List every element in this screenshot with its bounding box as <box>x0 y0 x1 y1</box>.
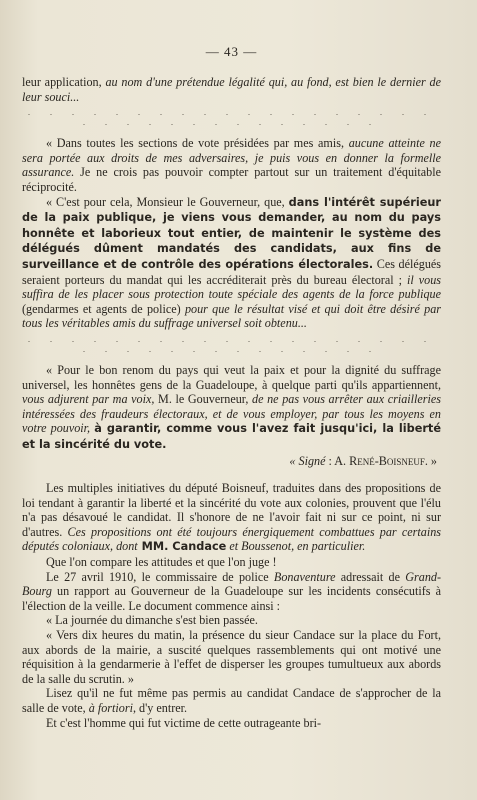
paragraph-10 <box>22 686 441 715</box>
italic-run: il vous suffira de les placer sous protection toute spéciale des agents de la force publique <box>22 272 441 302</box>
italic-run: et Boussenot, en particulier. <box>226 539 366 554</box>
text-run: Ces délégués seraient porteurs du mandat qui les accréditerait près du bureau électoral ; <box>22 256 441 287</box>
bold-run: à garantir, comme vous l'avez fait jusqu'ici, la liberté et la sincérité du vote. <box>22 422 441 451</box>
text-run: , d'y entrer. <box>132 700 188 715</box>
page-number: — 43 — <box>205 44 258 59</box>
text-run: M. le Gouverneur, <box>154 392 253 407</box>
text-run: . » <box>424 454 437 469</box>
ellipsis-divider: . . . . . . . . . . . . . . . . . . . . . . . . . . . . . . . . . <box>28 334 435 354</box>
text-run: Le 27 avril 1910, le commissaire de police <box>46 569 274 584</box>
text-run: (gendarmes et agents de police) <box>22 301 185 316</box>
paragraph-1 <box>22 75 441 104</box>
italic-run: Bonaventure <box>273 569 336 584</box>
text-run: leur application, <box>22 75 106 89</box>
text-run: « Pour le bon renom du pays qui veut la paix et pour la dignité du suffrage universel, les honnêtes gens de la Guadeloupe, à quelque parti qu'ils appartiennent, <box>22 362 441 392</box>
italic-run: à fortiori <box>88 700 133 715</box>
text-run: « C'est pour cela, Monsieur le Gouverneur, que, <box>46 194 289 209</box>
ellipsis-divider: . . . . . . . . . . . . . . . . . . . . . . . . . . . . . . . . . <box>28 108 435 128</box>
bold-run: MM. Candace <box>137 540 227 554</box>
paragraph-6: Que l'on compare les attitudes et que l'on juge ! <box>46 555 277 570</box>
paragraph-9: « Vers dix heures du matin, la présence du sieur Candace sur la place du Fort, aux abords de la mairie, a suscité quelques rassemblements qui ont motivé une réquisition à la gendarmerie à l'effet de disperser les groupes tumultueux aux abords de la salle du scrutin. » <box>22 628 441 686</box>
text-run: « Dans toutes les sections de vote présidées par mes amis, <box>46 136 349 151</box>
signature-line <box>22 454 441 469</box>
signature-name: René-Boisneuf <box>349 454 425 469</box>
paragraph-2 <box>22 136 441 194</box>
italic-run: pour que le résultat visé et qui doit être désiré par tous les véritables amis du suffrage universel soit obtenu... <box>22 301 441 331</box>
bold-run: dans l'intérêt supérieur de la paix publique, je viens vous demander, au nom du pays honnête et laborieux tout entier, de maintenir le système des délégués dûment mandatés des candidats, aux fins de surveillance et de contrôle des opérations électorales. <box>22 195 441 271</box>
italic-run: Ces propositions ont été toujours énergiquement combattues par certains députés coloniaux, dont <box>22 524 441 554</box>
paragraph-8: « La journée du dimanche s'est bien passée. <box>46 613 258 628</box>
italic-run: vous adjurent par ma voix, <box>22 392 155 407</box>
paragraph-5 <box>22 481 441 555</box>
paragraph-3 <box>22 195 441 331</box>
italic-run: au nom d'une prétendue légalité qui, au fond, est bien le dernier de leur souci... <box>22 75 442 104</box>
paragraph-7 <box>22 570 441 614</box>
text-run: : A. <box>325 454 350 469</box>
italic-run: de ne pas vous arrêter aux criailleries intéressées des fraudeurs électoraux, et de vous employer, par tous les moyens en votre pouvoir, <box>22 392 442 436</box>
italic-run: « Signé <box>289 454 326 469</box>
paragraph-11: Et c'est l'homme qui fut victime de cette outrageante bri- <box>46 715 322 730</box>
paragraph-4 <box>22 363 441 453</box>
text-run: adressait de <box>335 569 406 584</box>
italic-run: Grand-Bourg <box>22 569 441 599</box>
text-run: un rapport au Gouverneur de la Guadeloupe sur les incidents consécutifs à l'élection de la veille. Le document commence ainsi : <box>22 584 441 613</box>
text-run: Les multiples initiatives du député Boisneuf, traduites dans des propositions de loi tendant à garantir la liberté et la sincérité du vote aux colonies, prouvent que l'élu n'a pas désavoué le candidat. Il s'honore de ne l'avoir fait ni sur ce point, ni sur d'autres. <box>22 481 441 539</box>
text-run: Je ne crois pas pouvoir compter partout sur un traitement d'équitable réciprocité. <box>22 165 441 194</box>
text-run: Lisez qu'il ne fut même pas permis au candidat Candace de s'approcher de la salle de vote, <box>22 686 441 715</box>
italic-run: aucune atteinte ne sera portée aux droits de mes adversaires, je puis vous en donner la formelle assurance. <box>22 136 441 180</box>
